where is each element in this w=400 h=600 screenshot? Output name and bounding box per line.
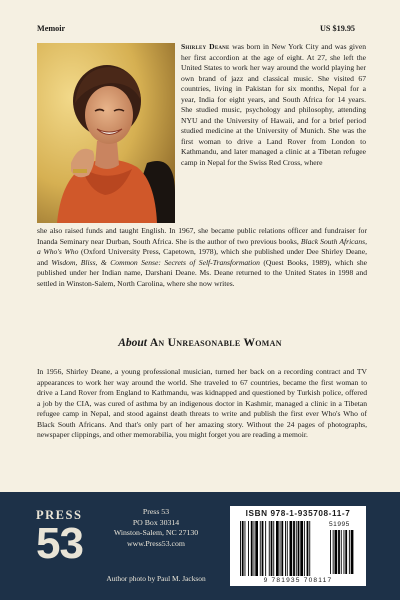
publisher-po-box: PO Box 30314 [132, 517, 180, 527]
previous-book-1: Black South Africans, a Who's Who [37, 236, 368, 256]
author-name: Shirley Deane [181, 42, 230, 51]
author-photo [37, 43, 175, 223]
photo-credit: Author photo by Paul M. Jackson [106, 574, 206, 583]
publisher-info [100, 507, 212, 549]
price-label: US $19.95 [320, 24, 356, 33]
isbn-barcode [230, 506, 366, 586]
author-bio-text-4: (Quest Books, 1989), which she published under her Indian name, Darshani Deane. Ms. Deane returned to the United States in 1998 and settled in Winston-Salem, North Carolina, where she now writes. [37, 257, 367, 288]
author-bio-text-1: was born in New York City and was given her first accordion at the age of eight. At 27, she left the United States to work her way around the world playing her own brand of jazz and classical music. She visited 67 countries, living in Pakistan for six months, Nepal for a year, India for eight years, and South Africa for 14 years. She studied music, psychology and philosophy, attending NYU and the University of Hawaii, and for a brief period studied medicine at the University of Munich. She was the first woman to drive a Land Rover from London to Kathmandu, and later managed a clinic at a Tibetan refugee camp in Nepal for the Swiss Red Cross, where [181, 42, 366, 167]
publisher-logo [36, 508, 92, 582]
price-code: 51995 [329, 521, 350, 528]
logo-word: PRESS [36, 508, 83, 522]
author-bio-continued [37, 226, 367, 289]
author-bio-text-2: she also raised funds and taught English. In 1967, she became public relations officer and fundraiser for Inanda Seminary near Durban, South Africa. She is the author of two previous books, [37, 226, 367, 246]
book-title: An Unreasonable Woman [149, 337, 282, 349]
previous-book-2: Wisdom, Bliss, & Common Sense: Secrets of Self-Transformation [51, 257, 260, 267]
book-summary: In 1956, Shirley Deane, a young professional musician, turned her back on a recording contract and TV appearances to work her way around the world. She traveled to 67 countries, became the first woman to drive a Land Rover from England to Kathmandu, was kidnapped and questioned by Turkish police, offered a job by the CIA, was cured of asthma by an indigenous doctor in Kashmir, managed a clinic in a Tibetan refugee camp in Nepal, and stood against death threats to write and publish the first ever Who's Who of Black South Africans. And that's only part of her amazing story. Without the 24 pages of photographs, newspaper clippings, and other memorabilia, you might forget you are reading a memoir. [37, 367, 367, 439]
logo-number: 53 [36, 519, 83, 568]
publisher-city: Winston-Salem, NC 27130 [113, 528, 199, 538]
genre-label: Memoir [37, 24, 66, 33]
barcode-bars [230, 506, 366, 586]
isbn-number: ISBN 978-1-935708-11-7 [245, 509, 351, 518]
publisher-website: www.Press53.com [127, 538, 185, 548]
publisher-name: Press 53 [142, 507, 170, 516]
author-bio-text-3: (Oxford University Press, Capetown, 1978), which she published under Dee Shirley Deane, and [37, 247, 367, 267]
about-heading [0, 337, 400, 349]
about-prefix: About [118, 337, 147, 349]
author-bio-intro [181, 42, 366, 168]
barcode-digits: 9 781935 708117 [263, 577, 333, 584]
